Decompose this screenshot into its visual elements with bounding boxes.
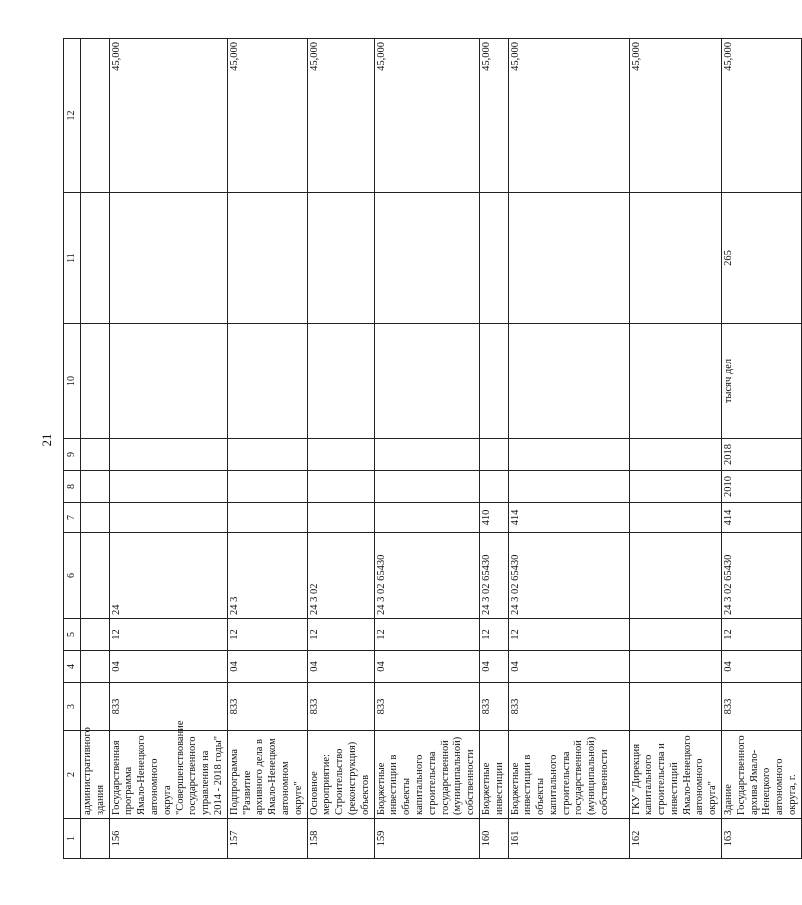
cell-col-2: Государственная программа Ямало-Ненецкого автономного округа "Совершенствование государственного управления на 2014 - 2018 годы" (109, 731, 227, 819)
cell-col-9 (629, 439, 722, 471)
table-row (508, 39, 629, 859)
cell-col-2: Здание Государственного архива Ямало-Ненецкого автономного округа, г. (722, 731, 802, 819)
cell-col-8 (508, 471, 629, 503)
cell-col-5: 12 (307, 619, 374, 651)
cell-col-5: 12 (227, 619, 307, 651)
cell-col-9 (508, 439, 629, 471)
cell-col-6: 24 3 (227, 533, 307, 619)
column-header-1: 1 (64, 819, 81, 859)
table-row (109, 39, 227, 859)
cell-col-2: административного здания (81, 731, 110, 819)
cell-col-2: Подпрограмма "Развитие архивного дела в Ямало-Ненецком автономном округе" (227, 731, 307, 819)
cell-col-7 (374, 503, 479, 533)
cell-col-11 (307, 193, 374, 324)
cell-col-7 (307, 503, 374, 533)
cell-col-9 (479, 439, 508, 471)
cell-col-2: Бюджетные инвестиции в объекты капитального строительства государственной (муниципальной) собственности (374, 731, 479, 819)
cell-col-3: 833 (479, 683, 508, 731)
cell-col-6 (629, 533, 722, 619)
cell-col-4: 04 (307, 651, 374, 683)
column-header-12: 12 (64, 39, 81, 193)
cell-col-9: 2018 (722, 439, 802, 471)
cell-col-3: 833 (722, 683, 802, 731)
cell-col-4: 04 (109, 651, 227, 683)
cell-col-8: 2010 (722, 471, 802, 503)
budget-table (63, 38, 802, 859)
cell-col-7: 414 (722, 503, 802, 533)
column-header-11: 11 (64, 193, 81, 324)
page-number: 21 (39, 433, 54, 447)
cell-col-1: 157 (227, 819, 307, 859)
cell-col-10 (508, 324, 629, 439)
cell-col-6 (81, 533, 110, 619)
cell-col-12: 45,000 (479, 39, 508, 193)
cell-col-4: 04 (479, 651, 508, 683)
cell-col-9 (374, 439, 479, 471)
cell-col-8 (227, 471, 307, 503)
cell-col-5: 12 (109, 619, 227, 651)
column-header-2: 2 (64, 731, 81, 819)
column-header-3: 3 (64, 683, 81, 731)
table-row (81, 39, 110, 859)
cell-col-5: 12 (722, 619, 802, 651)
cell-col-10 (479, 324, 508, 439)
cell-col-8 (629, 471, 722, 503)
cell-col-3: 833 (227, 683, 307, 731)
cell-col-4: 04 (508, 651, 629, 683)
column-header-10: 10 (64, 324, 81, 439)
cell-col-11 (508, 193, 629, 324)
column-header-5: 5 (64, 619, 81, 651)
cell-col-6: 24 (109, 533, 227, 619)
cell-col-12: 45,000 (374, 39, 479, 193)
cell-col-5: 12 (508, 619, 629, 651)
cell-col-10 (81, 324, 110, 439)
cell-col-4 (629, 651, 722, 683)
cell-col-6: 24 3 02 65430 (374, 533, 479, 619)
column-header-6: 6 (64, 533, 81, 619)
cell-col-7 (109, 503, 227, 533)
cell-col-5 (629, 619, 722, 651)
cell-col-10 (374, 324, 479, 439)
cell-col-12: 45,000 (629, 39, 722, 193)
cell-col-6: 24 3 02 65430 (479, 533, 508, 619)
cell-col-1: 156 (109, 819, 227, 859)
cell-col-7 (227, 503, 307, 533)
cell-col-8 (109, 471, 227, 503)
cell-col-9 (227, 439, 307, 471)
cell-col-3: 833 (508, 683, 629, 731)
cell-col-8 (479, 471, 508, 503)
cell-col-6: 24 3 02 65430 (722, 533, 802, 619)
table-row (629, 39, 722, 859)
cell-col-11 (479, 193, 508, 324)
cell-col-9 (307, 439, 374, 471)
cell-col-12: 45,000 (307, 39, 374, 193)
cell-col-9 (81, 439, 110, 471)
cell-col-8 (374, 471, 479, 503)
cell-col-1: 159 (374, 819, 479, 859)
cell-col-12: 45,000 (227, 39, 307, 193)
table-row (722, 39, 802, 859)
cell-col-6: 24 3 02 (307, 533, 374, 619)
cell-col-11 (629, 193, 722, 324)
cell-col-10 (629, 324, 722, 439)
cell-col-4 (81, 651, 110, 683)
column-header-9: 9 (64, 439, 81, 471)
cell-col-12: 45,000 (722, 39, 802, 193)
cell-col-6: 24 3 02 65430 (508, 533, 629, 619)
cell-col-1: 163 (722, 819, 802, 859)
cell-col-4: 04 (374, 651, 479, 683)
table-row (307, 39, 374, 859)
cell-col-2: Бюджетные инвестиции (479, 731, 508, 819)
cell-col-11 (109, 193, 227, 324)
cell-col-1: 161 (508, 819, 629, 859)
cell-col-2: Бюджетные инвестиции в объекты капитального строительства государственной (муниципальной) собственности (508, 731, 629, 819)
cell-col-7: 410 (479, 503, 508, 533)
cell-col-7 (629, 503, 722, 533)
cell-col-11 (81, 193, 110, 324)
table-row (374, 39, 479, 859)
cell-col-9 (109, 439, 227, 471)
column-number-header-row (64, 39, 81, 859)
cell-col-1: 162 (629, 819, 722, 859)
cell-col-10 (227, 324, 307, 439)
cell-col-12 (81, 39, 110, 193)
cell-col-10 (307, 324, 374, 439)
cell-col-10: тысяч дел (722, 324, 802, 439)
cell-col-8 (81, 471, 110, 503)
cell-col-11 (227, 193, 307, 324)
cell-col-5 (81, 619, 110, 651)
table-container (63, 39, 799, 859)
cell-col-3: 833 (374, 683, 479, 731)
table-row (479, 39, 508, 859)
cell-col-3: 833 (307, 683, 374, 731)
cell-col-1: 158 (307, 819, 374, 859)
cell-col-7: 414 (508, 503, 629, 533)
cell-col-11: 265 (722, 193, 802, 324)
cell-col-1 (81, 819, 110, 859)
cell-col-2: ГКУ "Дирекция капитального строительства и инвестиций Ямало-Ненецкого автономного округа" (629, 731, 722, 819)
cell-col-3: 833 (109, 683, 227, 731)
cell-col-7 (81, 503, 110, 533)
table-row (227, 39, 307, 859)
cell-col-12: 45,000 (508, 39, 629, 193)
cell-col-3 (629, 683, 722, 731)
cell-col-10 (109, 324, 227, 439)
column-header-8: 8 (64, 471, 81, 503)
column-header-7: 7 (64, 503, 81, 533)
cell-col-3 (81, 683, 110, 731)
cell-col-4: 04 (722, 651, 802, 683)
cell-col-5: 12 (479, 619, 508, 651)
cell-col-2: Основное мероприятие: Строительство (реконструкция) объектов (307, 731, 374, 819)
cell-col-12: 45,000 (109, 39, 227, 193)
column-header-4: 4 (64, 651, 81, 683)
cell-col-5: 12 (374, 619, 479, 651)
cell-col-8 (307, 471, 374, 503)
cell-col-4: 04 (227, 651, 307, 683)
cell-col-1: 160 (479, 819, 508, 859)
cell-col-11 (374, 193, 479, 324)
